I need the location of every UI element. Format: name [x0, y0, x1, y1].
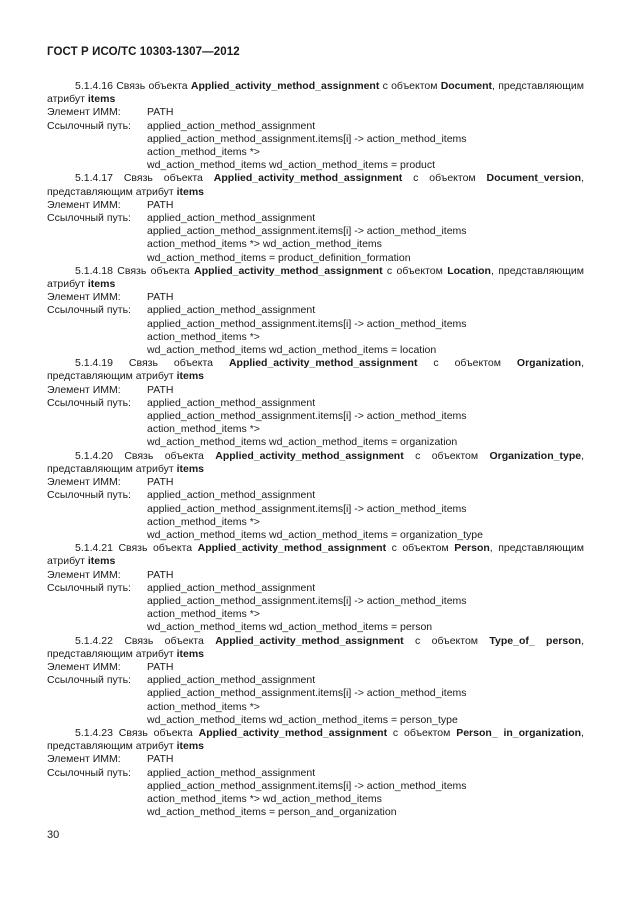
section-heading: 5.1.4.18 Связь объекта Applied_activity_method_assignment с объектом Location, представляющим атрибут items	[47, 264, 584, 291]
element-row: Элемент ИММ: PATH	[47, 660, 174, 673]
mapping-section	[47, 635, 584, 727]
path-row: Ссылочный путь: applied_action_method_assignment applied_action_method_assignment.items[i] -> action_method_items action_method_items *> wd_action_method_items wd_action_method_items = location	[47, 304, 467, 357]
mapping-section	[47, 450, 584, 542]
mapping-section	[47, 727, 584, 819]
path-row: Ссылочный путь: applied_action_method_assignment applied_action_method_assignment.items[i] -> action_method_items action_method_items *> wd_action_method_items wd_action_method_items = organization_type	[47, 489, 483, 541]
section-heading: 5.1.4.19 Связь объекта Applied_activity_method_assignment с объектом Organization, представляющим атрибут items	[47, 357, 584, 383]
mapping-section	[47, 172, 584, 264]
mapping-section	[47, 542, 584, 634]
mapping-section	[47, 80, 584, 172]
page-number: 30	[47, 829, 60, 841]
section-heading: 5.1.4.17 Связь объекта Applied_activity_method_assignment с объектом Document_version, представляющим атрибут items	[47, 172, 584, 198]
path-row: Ссылочный путь: applied_action_method_assignment applied_action_method_assignment.items[i] -> action_method_items action_method_items *> wd_action_method_items wd_action_method_items = product_definition_formation	[47, 212, 467, 264]
document-body	[47, 80, 584, 819]
section-heading: 5.1.4.21 Связь объекта Applied_activity_method_assignment с объектом Person, представляющим атрибут items	[47, 542, 584, 568]
path-row: Ссылочный путь: applied_action_method_assignment applied_action_method_assignment.items[i] -> action_method_items action_method_items *> wd_action_method_items wd_action_method_items = organization	[47, 396, 467, 449]
path-row: Ссылочный путь: applied_action_method_assignment applied_action_method_assignment.items[i] -> action_method_items action_method_items *> wd_action_method_items wd_action_method_items = person	[47, 581, 467, 634]
element-row: Элемент ИММ: PATH	[47, 106, 174, 119]
section-heading: 5.1.4.22 Связь объекта Applied_activity_method_assignment с объектом Type_of_ person, представляющим атрибут items	[47, 634, 584, 660]
mapping-section	[47, 357, 584, 449]
path-row: Ссылочный путь: applied_action_method_assignment applied_action_method_assignment.items[i] -> action_method_items action_method_items *> wd_action_method_items wd_action_method_items = person_and_organization	[47, 766, 467, 819]
path-row: Ссылочный путь: applied_action_method_assignment applied_action_method_assignment.items[i] -> action_method_items action_method_items *> wd_action_method_items wd_action_method_items = product	[47, 119, 467, 172]
section-heading: 5.1.4.16 Связь объекта Applied_activity_method_assignment с объектом Document, представляющим атрибут items	[47, 80, 584, 106]
element-row: Элемент ИММ: PATH	[47, 476, 174, 489]
section-heading: 5.1.4.20 Связь объекта Applied_activity_method_assignment с объектом Organization_type, представляющим атрибут items	[47, 449, 584, 475]
section-heading: 5.1.4.23 Связь объекта Applied_activity_method_assignment с объектом Person_ in_organization, представляющим атрибут items	[47, 726, 584, 753]
element-row: Элемент ИММ: PATH	[47, 383, 174, 396]
mapping-section	[47, 265, 584, 357]
element-row: Элемент ИММ: PATH	[47, 753, 174, 766]
element-row: Элемент ИММ: PATH	[47, 568, 174, 581]
element-row: Элемент ИММ: PATH	[47, 198, 174, 211]
path-row: Ссылочный путь: applied_action_method_assignment applied_action_method_assignment.items[i] -> action_method_items action_method_items *> wd_action_method_items wd_action_method_items = person_type	[47, 674, 467, 726]
document-header: ГОСТ Р ИСО/ТС 10303-1307—2012	[47, 46, 240, 58]
element-row: Элемент ИММ: PATH	[47, 291, 174, 304]
